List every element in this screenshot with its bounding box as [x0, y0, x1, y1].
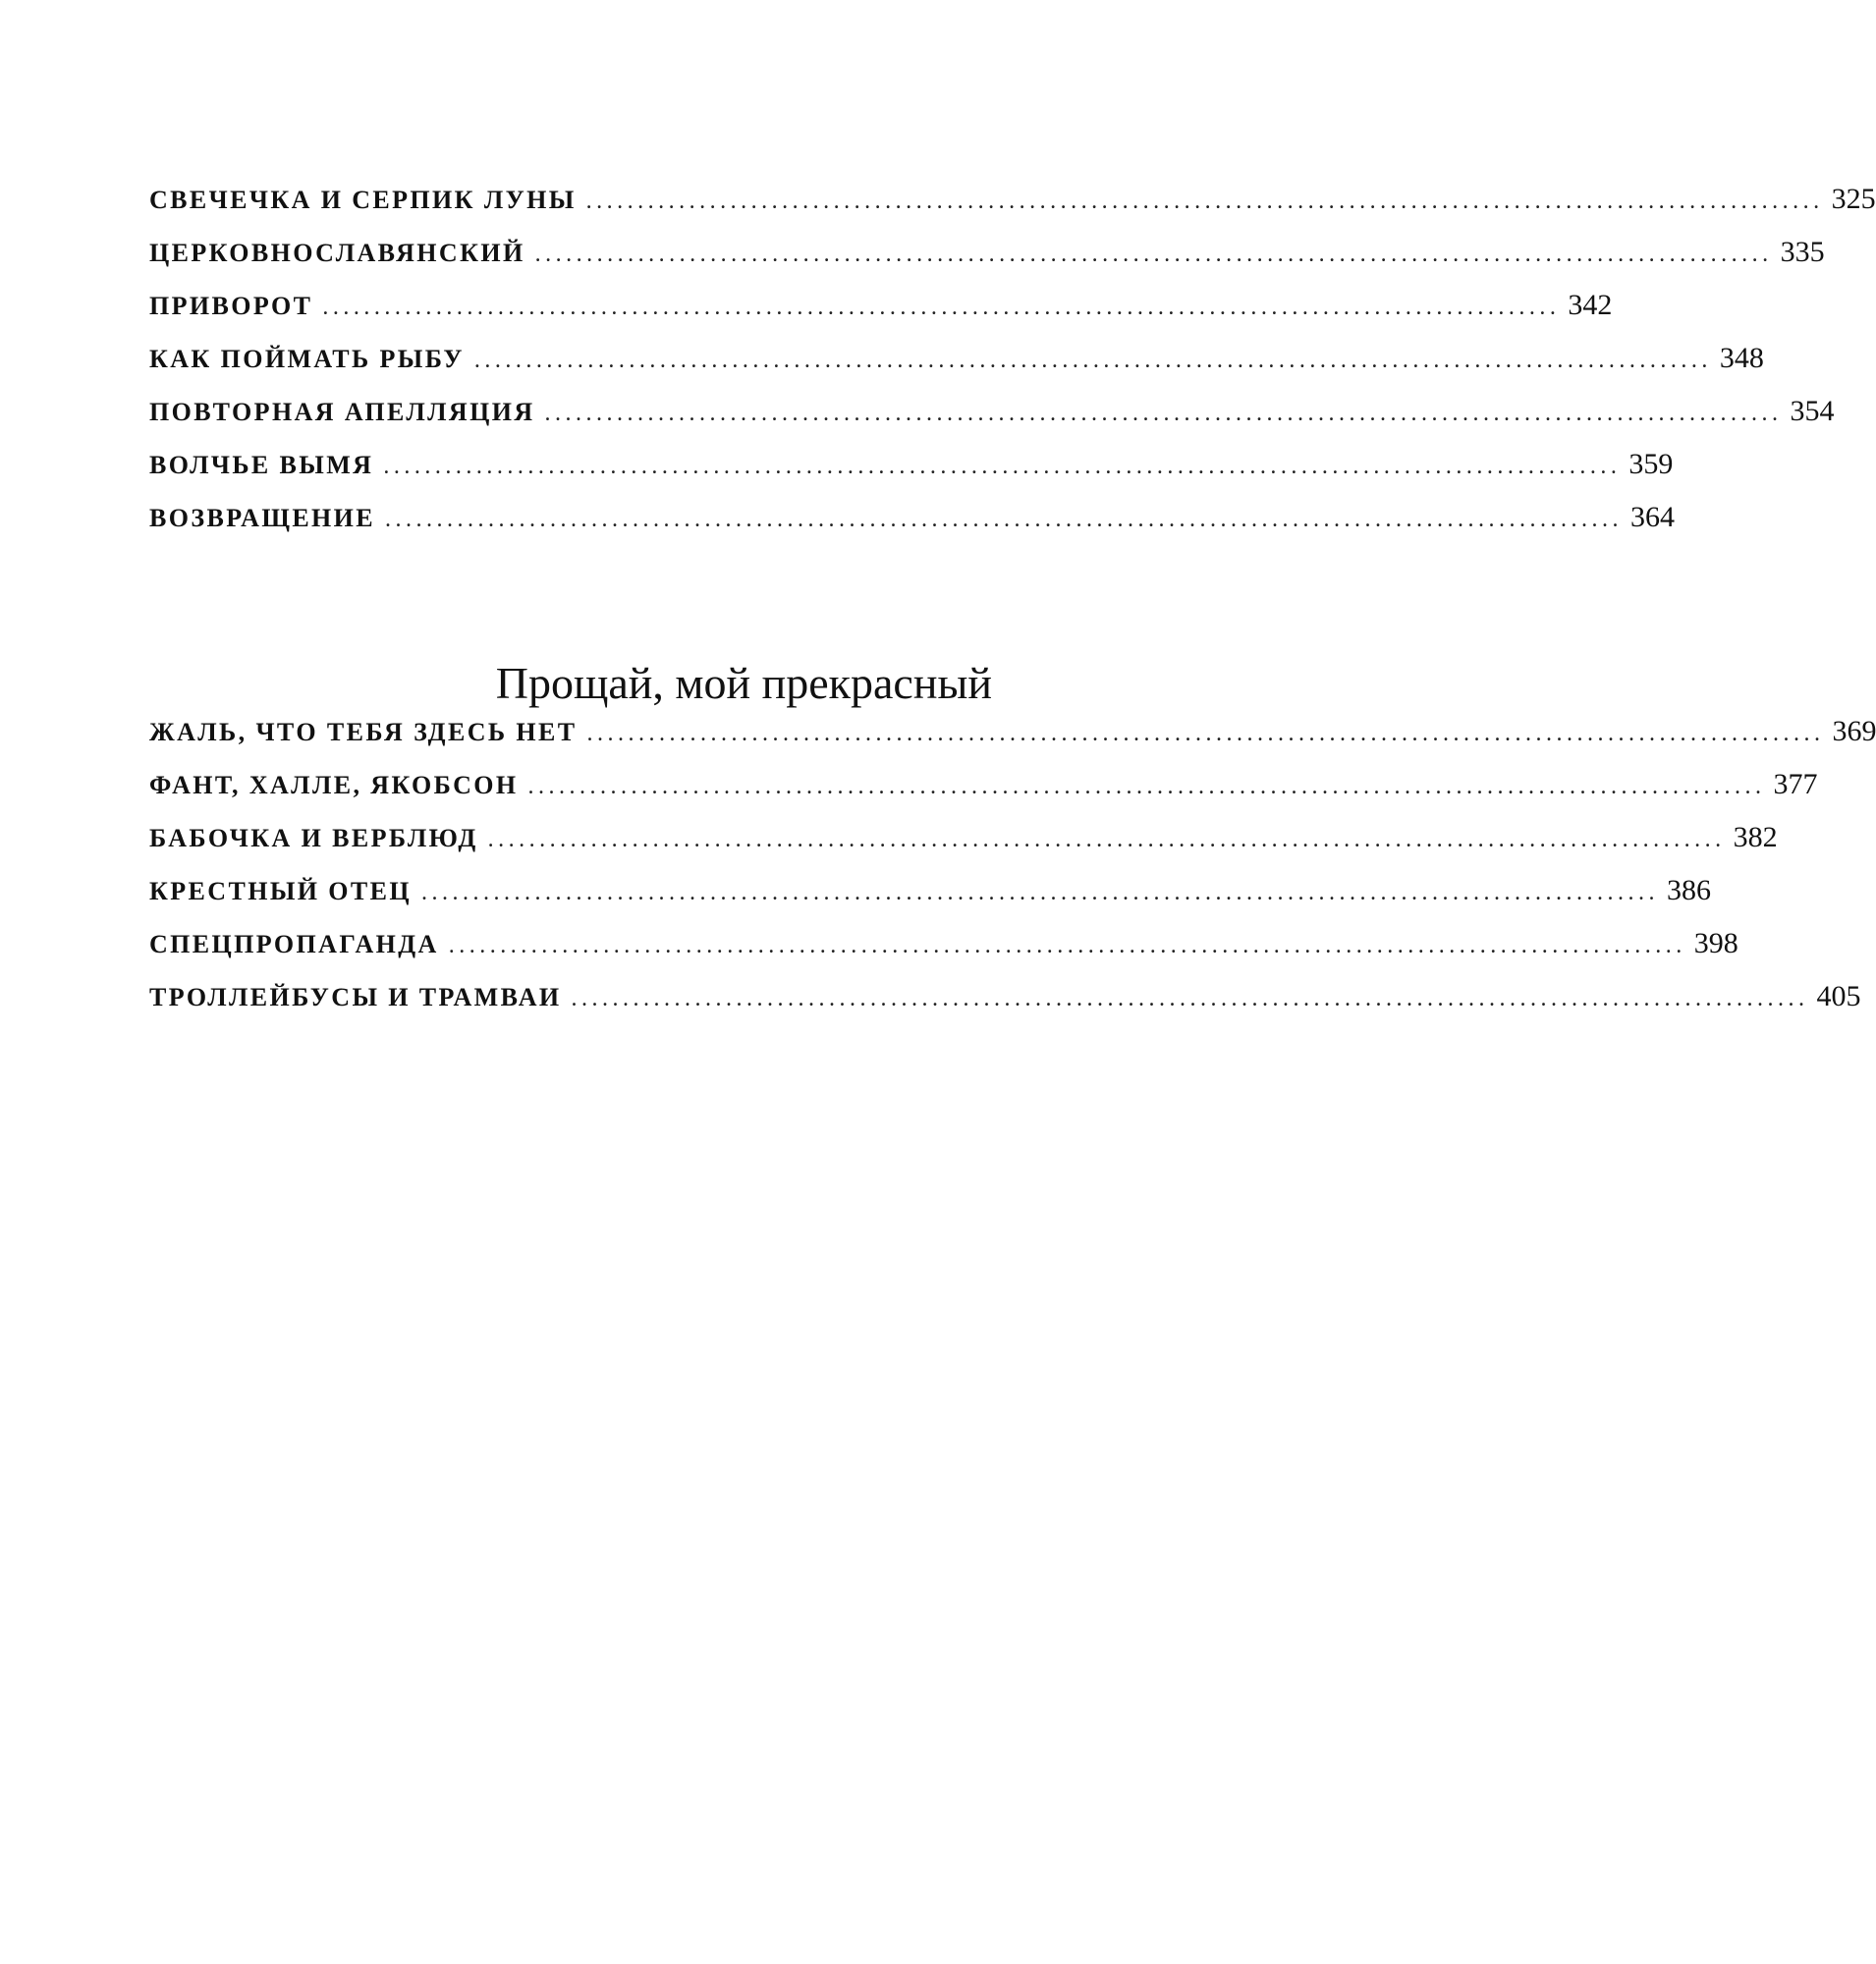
- toc-entry[interactable]: [149, 438, 1674, 491]
- toc-entry-title: КАК ПОЙМАТЬ РЫБУ: [149, 345, 465, 373]
- toc-entry[interactable]: [149, 385, 1835, 438]
- dot-leader: ........................................................................................................................: [383, 454, 1622, 479]
- toc-entry[interactable]: [149, 491, 1676, 544]
- toc-entry-title: ВОЛЧЬЕ ВЫМЯ: [149, 451, 374, 479]
- dot-leader: ........................................................................................................................: [586, 721, 1825, 746]
- toc-entry[interactable]: [149, 279, 1613, 332]
- toc-entry-title: ПРИВОРОТ: [149, 292, 313, 320]
- dot-leader: ........................................................................................................................: [544, 401, 1783, 426]
- toc-entry-page: 359: [1628, 448, 1674, 480]
- toc-entry-page: 354: [1790, 395, 1835, 427]
- toc-entry-title: БАБОЧКА И ВЕРБЛЮД: [149, 824, 478, 852]
- toc-entry-title: ЦЕРКОВНОСЛАВЯНСКИЙ: [149, 239, 525, 267]
- toc-list-first: [149, 173, 1876, 544]
- dot-leader: ........................................................................................................................: [527, 774, 1766, 799]
- section-heading: Прощай, мой прекрасный: [495, 658, 992, 709]
- dot-leader: ........................................................................................................................: [571, 986, 1809, 1011]
- toc-entry-title: КРЕСТНЫЙ ОТЕЦ: [149, 877, 413, 905]
- toc-entry-page: 348: [1719, 342, 1764, 374]
- toc-entry-page: 382: [1733, 821, 1778, 853]
- toc-list-second: [149, 705, 1876, 1023]
- toc-entry-title: ТРОЛЛЕЙБУСЫ И ТРАМВАИ: [149, 983, 562, 1011]
- dot-leader: ........................................................................................................................: [585, 189, 1824, 214]
- toc-entry[interactable]: [149, 332, 1764, 385]
- dot-leader: ........................................................................................................................: [534, 242, 1773, 267]
- toc-entry[interactable]: [149, 226, 1825, 279]
- toc-entry[interactable]: [149, 864, 1712, 917]
- dot-leader: ........................................................................................................................: [448, 933, 1686, 958]
- dot-leader: ........................................................................................................................: [487, 827, 1726, 852]
- toc-entry-page: 335: [1780, 236, 1825, 268]
- toc-entry-page: 369: [1832, 715, 1876, 747]
- toc-entry-page: 364: [1630, 501, 1676, 533]
- toc-entry[interactable]: [149, 917, 1738, 970]
- toc-entry-page: 398: [1693, 927, 1738, 959]
- toc-entry-page: 377: [1773, 768, 1818, 800]
- dot-leader: ........................................................................................................................: [473, 348, 1712, 373]
- toc-entry-title: СВЕЧЕЧКА И СЕРПИК ЛУНЫ: [149, 186, 577, 214]
- dot-leader: ........................................................................................................................: [385, 507, 1624, 532]
- toc-entry-title: СПЕЦПРОПАГАНДА: [149, 930, 439, 958]
- dot-leader: ........................................................................................................................: [421, 880, 1660, 905]
- toc-entry-page: 405: [1816, 980, 1861, 1012]
- toc-entry-title: ПОВТОРНАЯ АПЕЛЛЯЦИЯ: [149, 398, 535, 426]
- toc-entry-page: 342: [1568, 289, 1613, 321]
- toc-entry[interactable]: [149, 705, 1876, 758]
- toc-entry[interactable]: [149, 173, 1876, 226]
- toc-entry[interactable]: [149, 811, 1778, 864]
- dot-leader: ........................................................................................................................: [322, 295, 1561, 320]
- toc-entry-page: 386: [1667, 874, 1712, 906]
- toc-entry[interactable]: [149, 758, 1818, 811]
- toc-entry[interactable]: [149, 970, 1861, 1023]
- toc-entry-page: 325: [1831, 183, 1876, 215]
- toc-entry-title: ЖАЛЬ, ЧТО ТЕБЯ ЗДЕСЬ НЕТ: [149, 718, 578, 746]
- toc-entry-title: ВОЗВРАЩЕНИЕ: [149, 504, 376, 532]
- toc-entry-title: ФАНТ, ХАЛЛЕ, ЯКОБСОН: [149, 771, 519, 799]
